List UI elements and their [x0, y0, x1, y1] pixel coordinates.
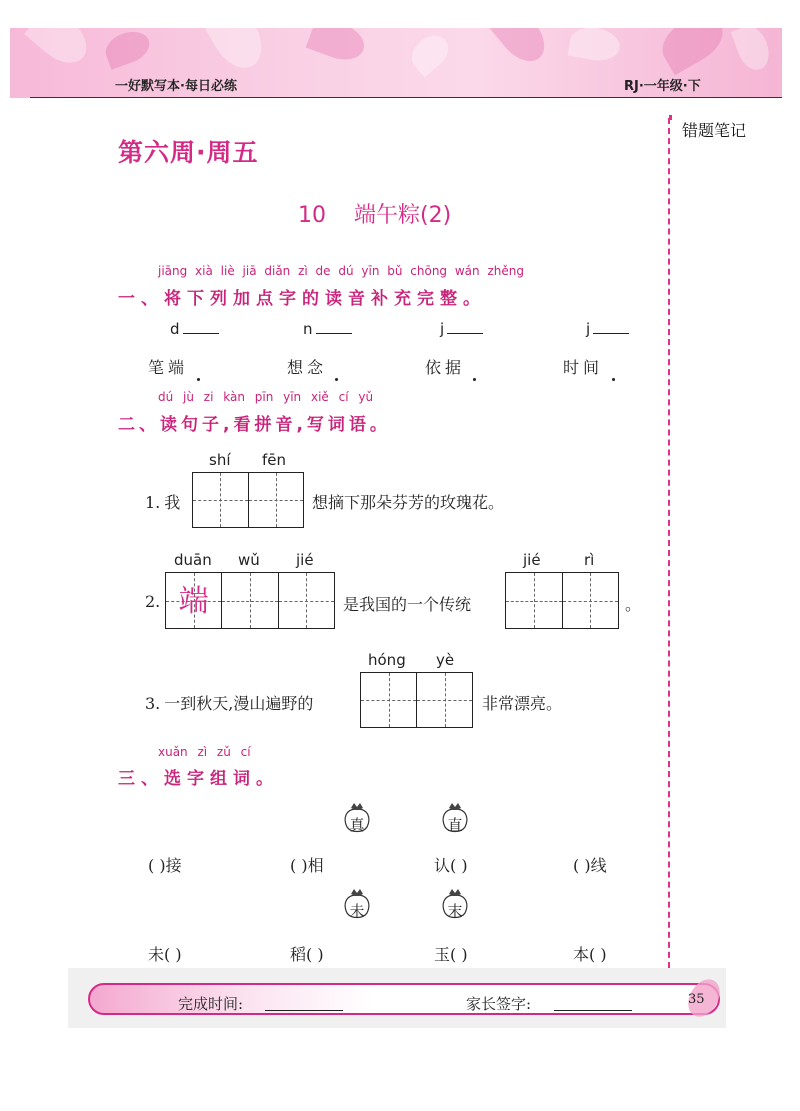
row2-item-4[interactable]: 本( ) — [573, 945, 607, 964]
q2-sentence-middle: 是我国的一个传统 — [343, 595, 472, 614]
section1-title: 一、将下列加点字的读音补充完整。 — [118, 289, 486, 309]
lesson-number: 10 — [298, 203, 326, 228]
word-2: 想念 — [287, 358, 328, 377]
row1-item-3[interactable]: 认( ) — [434, 856, 468, 875]
emphasis-dot — [335, 378, 338, 381]
q1-pinyin-2: fēn — [262, 451, 287, 469]
word-3: 依据 — [425, 358, 466, 377]
q1-sentence-end: 想摘下那朵芬芳的玫瑰花。 — [312, 493, 505, 512]
section1-pinyin: jiāng xià liè jiā diǎn zì de dú yīn bǔ chōng wán zhěng — [158, 264, 524, 278]
word-1: 笔端 — [148, 358, 189, 377]
parent-signature-field[interactable] — [554, 1010, 632, 1011]
q2-pinyin-2: wǔ — [238, 551, 260, 569]
emphasis-dot — [473, 378, 476, 381]
blank-1[interactable]: d — [170, 320, 219, 338]
week-title: 第六周·周五 — [118, 138, 259, 167]
page-number: 35 — [688, 992, 705, 1007]
row2-item-2[interactable]: 稻( ) — [290, 945, 324, 964]
row2-item-1[interactable]: 未( ) — [148, 945, 182, 964]
q1-writing-grid[interactable] — [192, 472, 304, 528]
choice-char-3: 未 — [349, 902, 365, 920]
blank-4[interactable]: j — [586, 320, 629, 338]
header-left-title: 一好默写本·每日必练 — [115, 79, 237, 94]
q3-pinyin-2: yè — [436, 651, 455, 669]
emphasis-dot — [197, 378, 200, 381]
section3-title: 三、选字组词。 — [118, 769, 279, 789]
q2-pinyin-4: jié — [523, 551, 541, 569]
row1-item-2[interactable]: ( )相 — [290, 856, 324, 875]
word-4: 时间 — [563, 358, 604, 377]
header-right-title: RJ·一年级·下 — [624, 79, 701, 94]
row1-item-4[interactable]: ( )线 — [573, 856, 607, 875]
lesson-name: 端午粽(2) — [354, 203, 452, 228]
q1-pinyin-1: shí — [209, 451, 231, 469]
q2-writing-grid-1[interactable] — [165, 572, 335, 629]
emphasis-dot — [612, 378, 615, 381]
side-dashed-divider — [668, 118, 670, 978]
section3-pinyin: xuǎn zì zǔ cí — [158, 745, 251, 759]
section2-pinyin: dú jù zi kàn pīn yīn xiě cí yǔ — [158, 390, 374, 404]
q3-sentence-end: 非常漂亮。 — [482, 694, 563, 713]
q2-pinyin-1: duān — [174, 551, 212, 569]
q3-writing-grid[interactable] — [360, 672, 473, 728]
error-notes-label: 错题笔记 — [682, 121, 747, 140]
choice-char-4: 末 — [447, 902, 463, 920]
q2-pinyin-3: jié — [296, 551, 314, 569]
completion-time-field[interactable] — [265, 1010, 343, 1011]
blank-2[interactable]: n — [303, 320, 352, 338]
lesson-title — [298, 198, 451, 229]
q3-sentence-start: 3. 一到秋天,漫山遍野的 — [145, 694, 314, 713]
choice-char-2: 直 — [447, 816, 463, 834]
choice-char-1: 真 — [349, 816, 365, 834]
q2-number: 2. — [145, 592, 161, 611]
section2-title: 二、读句子,看拼音,写词语。 — [118, 415, 391, 435]
q2-writing-grid-2[interactable] — [505, 572, 619, 629]
q1-number: 1. 我 — [145, 493, 181, 512]
handwritten-char: 端 — [178, 584, 209, 619]
blank-3[interactable]: j — [440, 320, 483, 338]
parent-signature-label: 家长签字: — [466, 995, 532, 1013]
header-divider — [30, 97, 782, 98]
completion-time-label: 完成时间: — [178, 995, 244, 1013]
q2-pinyin-5: rì — [584, 551, 595, 569]
q3-pinyin-1: hóng — [368, 651, 406, 669]
q2-sentence-end: 。 — [625, 595, 642, 614]
row2-item-3[interactable]: 玉( ) — [434, 945, 468, 964]
row1-item-1[interactable]: ( )接 — [148, 856, 182, 875]
